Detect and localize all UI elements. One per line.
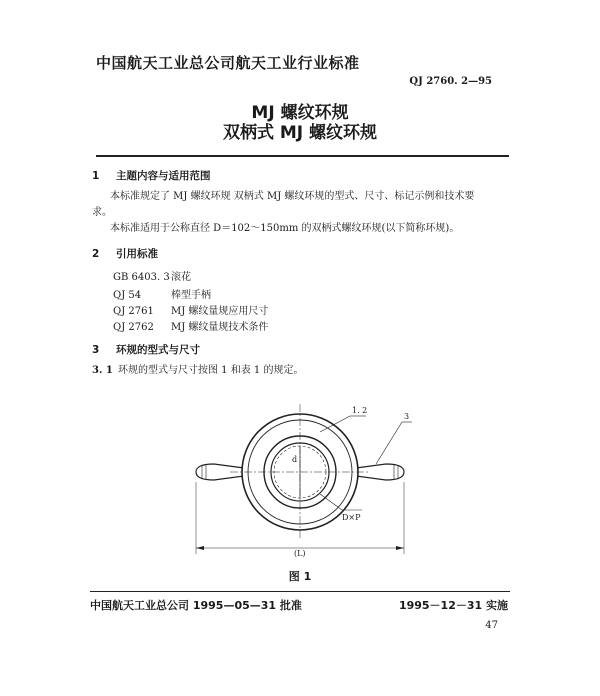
issuing-organization: 中国航天工业总公司航天工业行业标准 <box>96 54 360 72</box>
ring-gauge-drawing <box>180 398 430 562</box>
arrow-right <box>396 546 404 550</box>
section-2-title: 引用标准 <box>116 248 158 260</box>
section-2-heading <box>92 246 158 261</box>
leader-handle <box>376 422 402 464</box>
clause-3-1 <box>92 364 303 378</box>
label-thread-spec: D×P <box>342 513 361 522</box>
reference-name: 滚花 <box>171 272 191 283</box>
section-1-number: 1 <box>92 170 100 182</box>
reference-code: QJ 2762 <box>113 322 154 333</box>
reference-code: QJ 2761 <box>113 306 154 317</box>
approval-date: 中国航天工业总公司 1995—05—31 批准 <box>90 599 302 612</box>
effective-date: 1995－12－31 实施 <box>398 599 508 612</box>
section-1-para-1-line-1: 本标准规定了 MJ 螺纹环规 双柄式 MJ 螺纹环规的型式、尺寸、标记示例和技术要 <box>110 191 475 202</box>
arrow-left <box>196 546 204 550</box>
reference-name: MJ 螺纹量规应用尺寸 <box>171 306 269 317</box>
header-divider <box>96 155 509 157</box>
section-1-para-2: 本标准适用于公称直径 D＝102～150mm 的双柄式螺纹环规(以下简称环规)。 <box>110 223 460 234</box>
reference-name: MJ 螺纹量规技术条件 <box>171 322 269 333</box>
figure-caption: 图 1 <box>288 570 312 583</box>
reference-item <box>113 268 191 283</box>
section-3-heading <box>92 342 200 357</box>
label-parts-1-2: 1. 2 <box>352 406 368 415</box>
page-number: 47 <box>485 620 498 631</box>
section-2-number: 2 <box>92 248 100 260</box>
section-1-title: 主题内容与适用范围 <box>116 170 211 182</box>
section-1-heading <box>92 168 211 183</box>
footer-divider <box>90 591 510 592</box>
reference-code: QJ 54 <box>113 290 142 301</box>
clause-3-1-text: 环规的型式与尺寸按图 1 和表 1 的规定。 <box>118 365 304 376</box>
section-3-number: 3 <box>92 344 100 356</box>
reference-item <box>113 302 268 317</box>
standard-number: QJ 2760. 2—95 <box>409 76 492 87</box>
reference-code: GB 6403. 3 <box>113 272 170 283</box>
clause-3-1-number: 3. 1 <box>92 365 113 376</box>
label-d: d <box>292 455 298 464</box>
document-subtitle: 双柄式 MJ 螺纹环规 <box>222 123 378 143</box>
reference-item <box>113 286 211 301</box>
section-3-title: 环规的型式与尺寸 <box>116 344 200 356</box>
label-length: (L) <box>294 549 306 558</box>
reference-item <box>113 318 268 333</box>
document-title: MJ 螺纹环规 <box>251 103 349 123</box>
section-1-para-1-line-2: 求。 <box>92 207 112 218</box>
reference-name: 棒型手柄 <box>171 290 211 301</box>
label-handle-3: 3 <box>404 412 410 421</box>
